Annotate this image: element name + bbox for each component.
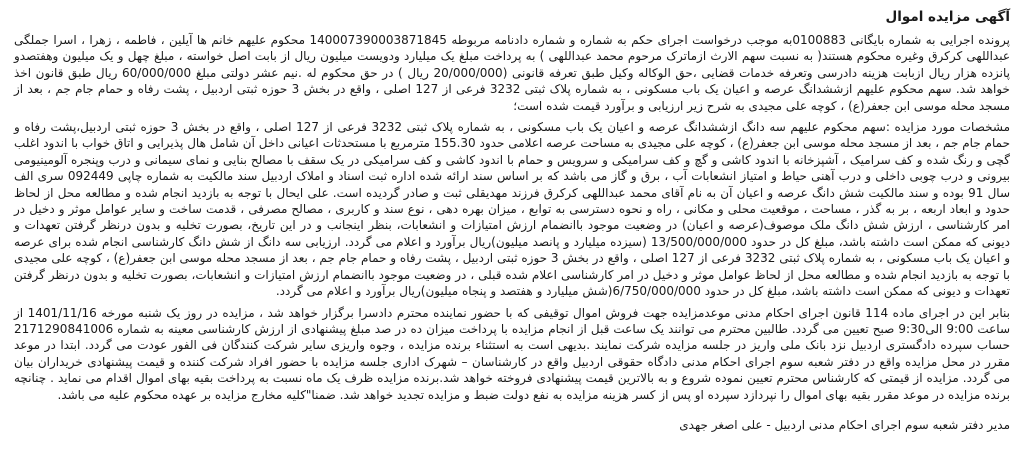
- notice-paragraph-property: مشخصات مورد مزایده :سهم محکوم علیهم سه دانگ ازششدانگ عرصه و اعیان یک باب مسکونی ، به شماره پلاک ثبتی 3232 فرعی از 127 اصلی ، واقع در بخش 3 حوزه ثبتی اردبیل،پشت رفاه و حمام جام جم ، بعد از مسجد محله موسی ابن جعفر(ع) ، کوچه علی مجیدی به مساحت عرصه اعلامی حدود 155.30 مترمربع با مستحدثات اعیانی داخل آن شامل هال پذیرایی و اتاق خواب با اندود اغلب گچی و رنگ شده و کف سرامیک ، آشپزخانه با اندود کاشی و گچ و کف سرامیکی و سرویس و حمام با اندود کاشی و کف سرامیکی در یک سقف با مصالح بنایی و نمای سیمانی و درب وپنجره آلومینیومی بیرونی و درب چوبی داخلی و درب آهنی حیاط و امتیاز انشعابات آب ، برق و گاز می باشد که بر اساس سند ارائه شده اداره ثبت اسناد و املاک اردبیل سند مالکیت به شماره چاپی 092449 سری الف سال 91 بوده و سند مالکیت شش دانگ عرصه و اعیان آن به نام آقای محمد عبداللهی کرکرق فرزند مهدیقلی ثبت و صادر گردیده است. علی ایحال با توجه به بازدید انجام شده و مطالعه محل از لحاظ حدود و ابعاد اربعه ، بر به گذر ، مساحت ، موقعیت محلی و مکانی ، راه و نحوه دسترسی به توابع ، میزان بهره دهی ، نوع سند و کاربری ، مصالح مصرفی ، قدمت ساخت و سایر عوامل موثر و دخیل در امر کارشناسی ، ارزش شش دانگ ملک موصوف(عرصه و اعیان) در وضعیت موجود باانضمام ارزش امتیازات و انشعابات، بنظر اینجانب و در این تاریخ، بصورت تخلیه و بدون درنظر گرفتن تعهدات و دیونی که ممکن است داشته باشد، مبلغ کل در حدود 13/500/000/000 (سیزده میلیارد و پانصد میلیون)ریال برآورد و اعلام می گردد. ارزیابی سه دانگ از شش دانگ کارشناسی انجام شده برای عرصه و اعیان یک باب مسکونی ، به شماره پلاک ثبتی 3232 فرعی از 127 اصلی ، واقع در بخش 3 حوزه ثبتی اردبیل ، پشت رفاه و حمام جام جم ، بعد از مسجد محله موسی ابن جعفر(ع) ، کوچه علی مجیدی با توجه به بازدید انجام شده و مطالعه محل از لحاظ عوامل موثر و دخیل در امر کارشناسی اعلام شده قبلی ، در وضعیت موجود باانضمام ارزش امتیازات و انشعابات، بصورت تخلیه و بدون درنظر گرفتن تعهدات و دیونی که ممکن است داشته باشد، مبلغ کل در حدود 6/750/000/000(شش میلیارد و هفتصد و پنجاه میلیون)ریال برآورد و اعلام می گردد.: [14, 120, 1011, 299]
- notice-title: آگهی مزایده اموال: [885, 9, 1010, 25]
- notice-paragraph-case: پرونده اجرایی به شماره بایگانی 0100883به موجب درخواست اجرای حکم به شماره و شماره دادنامه مربوطه 140007390003871845 محکوم علیهم خانم ها آیلین ، فاطمه ، زهرا ، اسرا جملگی عبداللهی کرکرق وغیره محکوم هستند( به نسبت سهم الارث ازماترک مرحوم محمد عبداللهی ) به پرداخت مبلغ یک میلیارد ودویست میلیون ریال از بابت اصل خواسته ، مبلغ چهل و یک میلیون وهفتصدو پانزده هزار ریال ازبابت هزینه دادرسی وتعرفه خدمات قضایی ،حق الوکاله وکیل طبق تعرفه قانونی (20/000/000 ریال ) در حق محکوم له .نیم عشر دولتی مبلغ 60/000/000 ریال طبق قانون اخذ خواهد شد. سهم محکوم علیهم ازششدانگ عرصه و اعیان یک باب مسکونی ، به شماره پلاک ثبتی 3232 فرعی از 127 اصلی ، واقع در بخش 3 حوزه ثبتی اردبیل ، پشت رفاه و حمام جام جم ، بعد از مسجد محله موسی ابن جعفر(ع) ، کوچه علی مجیدی به شرح زیر ارزیابی و برآورد قیمت شده است؛: [14, 33, 1011, 113]
- notice-signature: مدیر دفتر شعبه سوم اجرای احکام مدنی اردبیل - علی اصغر جهدی: [679, 417, 1010, 432]
- notice-paragraph-auction: بنابر این در اجرای ماده 114 قانون اجرای احکام مدنی موعدمزایده جهت فروش اموال توقیفی که با حضور نماینده محترم دادسرا برگزار خواهد شد ، مزایده در روز یک شنبه مورخه 1401/11/16 از ساعت 9:00 الی9:30 صبح تعیین می گردد. طالبین محترم می توانند یک ساعت قبل از انجام مزایده با پرداخت میزان ده در صد مبلغ پیشنهادی از ارزش کارشناسی معینه به شماره 2171290841006 حساب سپرده دادگستری اردبیل نزد بانک ملی واریز در جلسه مزایده شرکت نمایند .بدیهی است به استثناء برنده مزایده ، وجوه واریزی سایر شرکت کنندگان فی الفور عودت می گردد. ابتدا در موعد مقرر در محل مزایده واقع در دفتر شعبه سوم اجرای احکام مدنی دادگاه حقوقی اردبیل واقع در کارشناسان – شهرک اداری جلسه مزایده با حضور افراد شرکت کننده و قیمت پیشنهادی خریداران بیان می گردد. مزایده از قیمتی که کارشناس محترم تعیین نموده شروع و به بالاترین قیمت پیشنهادی فروخته خواهد شد.برنده مزایده ظرف یک ماه نسبت به پرداخت بقیه بهای اموال اقدام می نماید . چنانچه برنده مزایده در موعد مقرر بقیه بهای اموال را نپردازد سپرده او پس از کسر هزینه مزایده به نفع دولت ضبط و مزایده تجدید خواهد شد. ضمنا"کلیه مخارج مزایده بر عهده محکوم علیه می باشد.: [14, 305, 1011, 402]
